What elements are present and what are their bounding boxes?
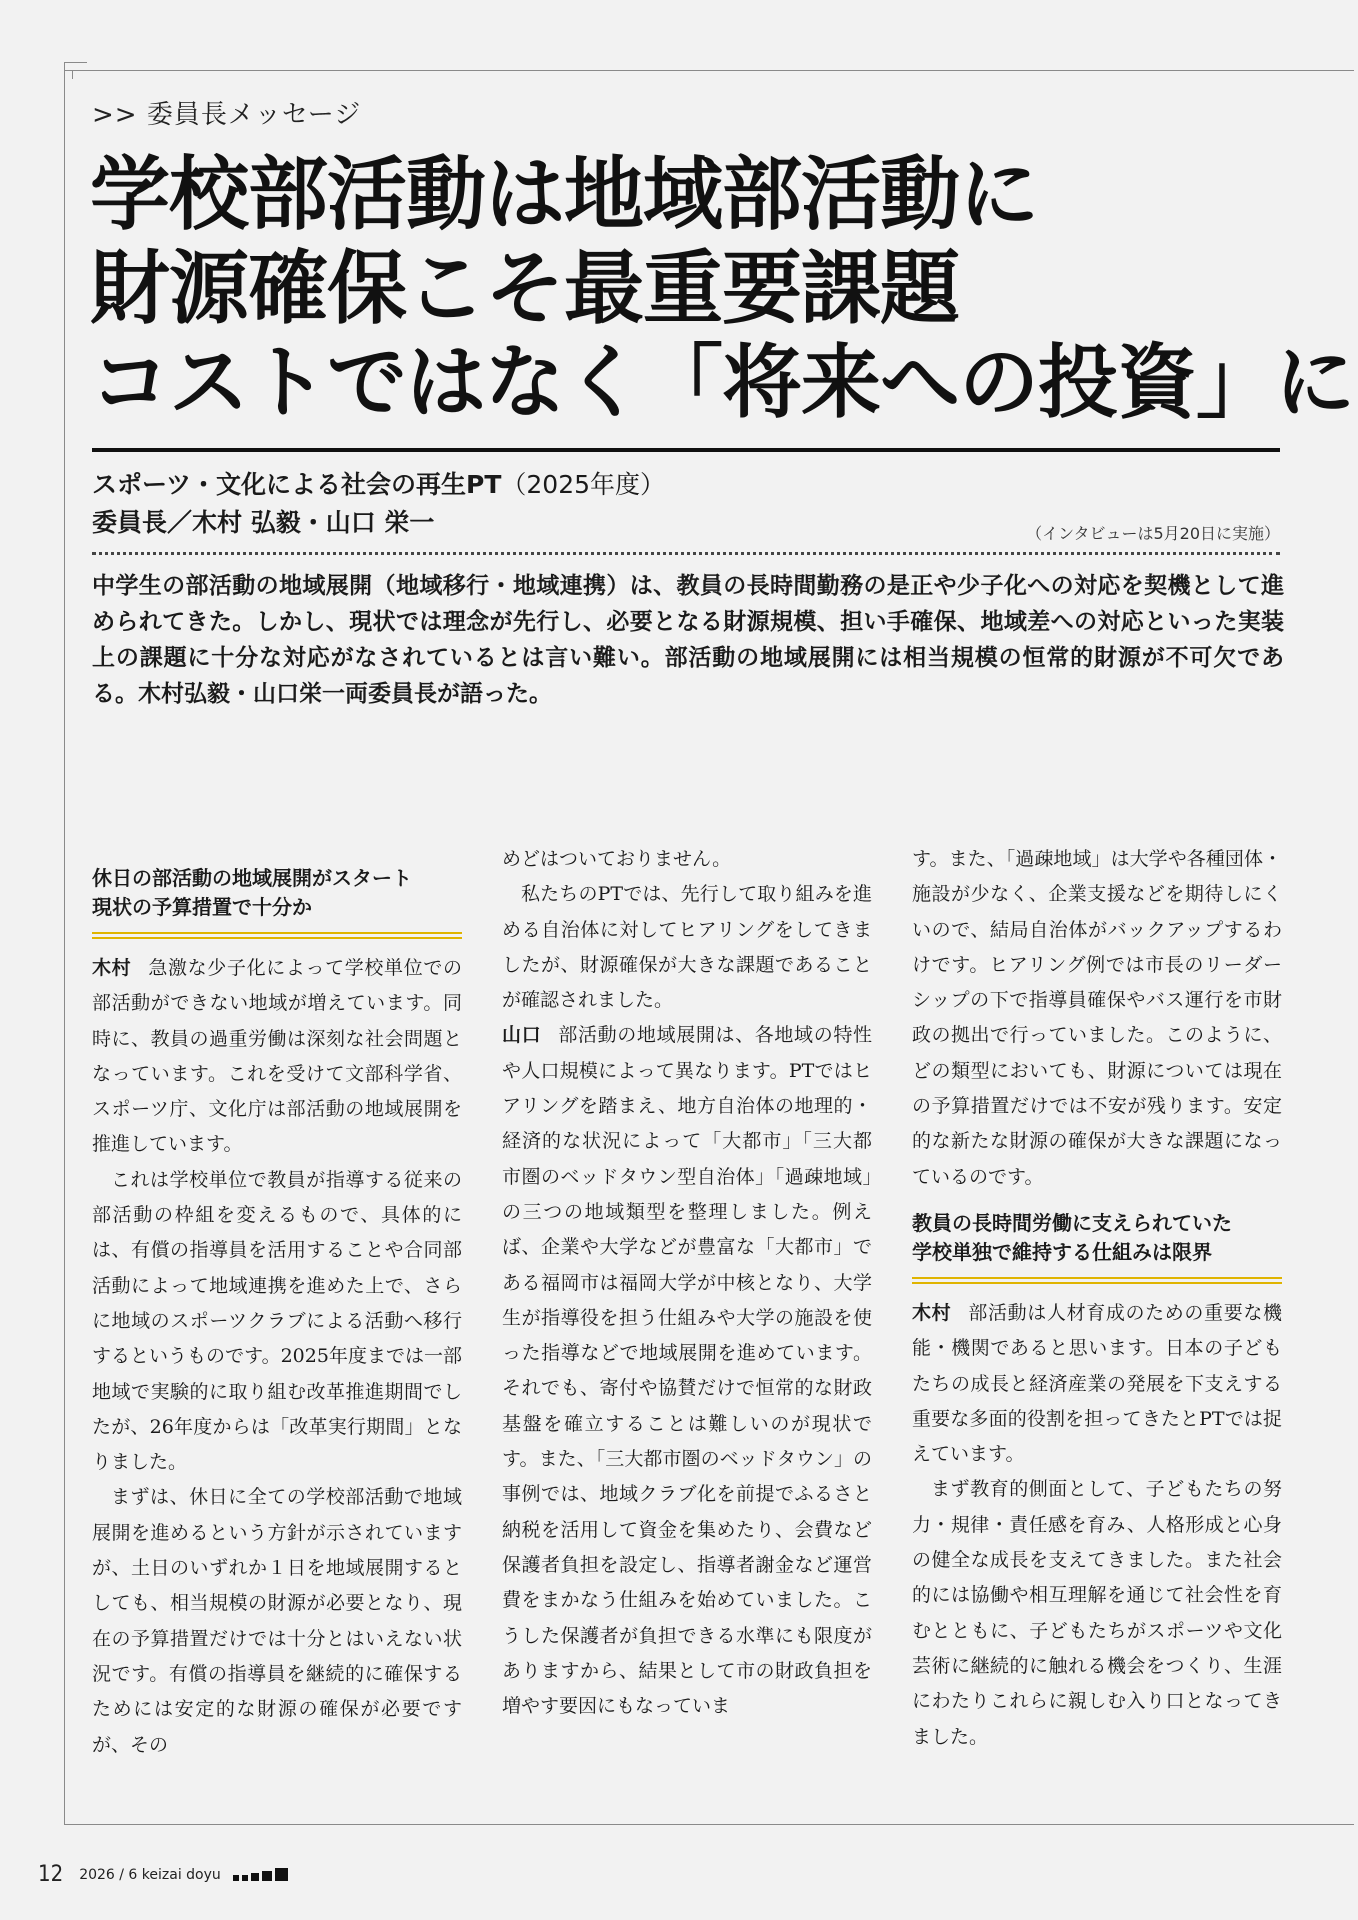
- headline-rule: [92, 448, 1280, 452]
- page-footer: [38, 1862, 288, 1887]
- section-kicker: >> 委員長メッセージ: [92, 100, 362, 130]
- paragraph: [912, 1296, 1282, 1472]
- speaker-kimura: 木村: [912, 1301, 952, 1324]
- footer-squares-decoration: [233, 1868, 288, 1881]
- paragraph-text: 急激な少子化によって学校単位での部活動ができない地域が増えています。同時に、教員の過重労働は深刻な社会問題となっています。これを受けて文部科学省、スポーツ庁、文化庁は部活動の地域展開を推進しています。: [92, 957, 462, 1156]
- paragraph: めどはついておりません。: [502, 848, 732, 870]
- paragraph: 私たちのPTでは、先行して取り組みを進める自治体に対してヒアリングをしてきましたが、財源確保が大きな課題であることが確認されました。: [502, 883, 872, 1012]
- interview-date-note: （インタビューは5月20日に実施）: [1026, 524, 1280, 543]
- headline-line-1: 学校部活動は地域部活動に: [90, 148, 1038, 241]
- speaker-kimura: 木村: [92, 957, 132, 979]
- subheading-1-line-1: 休日の部活動の地域展開がスタート: [92, 866, 412, 890]
- paragraph: す。また、「過疎地域」は大学や各種団体・施設が少なく、企業支援などを期待しにくいので、結局自治体がバックアップするわけです。ヒアリング例では市長のリーダーシップの下で指導員確保やバス運行を市財政の拠出で行っていました。このように、どの類型においても、財源については現在の予算措置だけでは不安が残ります。安定的な新たな財源の確保が大きな課題になっているのです。: [912, 848, 1282, 1188]
- paragraph: これは学校単位で教員が指導する従来の部活動の枠組を変えるもので、具体的には、有償の指導員を活用することや合同部活動によって地域連携を進めた上で、さらに地域のスポーツクラブによる活動へ移行するというものです。2025年度までは一部地域で実験的に取り組む改革推進期間でしたが、26年度からは「改革実行期間」となりました。: [92, 1168, 462, 1474]
- article-column-1: [92, 864, 462, 1763]
- paragraph-text: 部活動は人材育成のための重要な機能・機関であると思います。日本の子どもたちの成長と経済産業の発展を下支えする重要な多面的役割を担ってきたとPTでは捉えています。: [912, 1301, 1282, 1466]
- frame-corner-notch-inner: [72, 70, 81, 79]
- subheading-2-line-2: 学校単独で維持する仕組みは限界: [912, 1239, 1212, 1264]
- paragraph: まずは、休日に全ての学校部活動で地域展開を進めるという方針が示されていますが、土日のいずれか１日を地域展開するとしても、相当規模の財源が必要となり、現在の予算措置だけでは十分とはいえない状況です。有償の指導員を継続的に確保するためには安定的な財源の確保が必要ですが、その: [92, 1486, 462, 1756]
- paragraph: [92, 951, 462, 1163]
- headline-line-2: 財源確保こそ最重要課題: [90, 242, 959, 335]
- chairs-byline: 委員長／木村 弘毅・山口 栄一: [92, 508, 435, 537]
- issue-label: 2026 / 6 keizai doyu: [79, 1866, 221, 1883]
- subheading-2-line-1: 教員の長時間労働に支えられていた: [912, 1210, 1232, 1235]
- subheading-2: [912, 1209, 1282, 1273]
- subheading-1-rule: [92, 932, 462, 939]
- subheading-1: [92, 864, 462, 928]
- speaker-yamaguchi: 山口: [502, 1024, 542, 1047]
- headline: [90, 148, 1354, 430]
- dotted-divider: [92, 552, 1280, 555]
- headline-line-3: コストではなく「将来への投資」に: [90, 336, 1354, 429]
- subheading-2-rule: [912, 1277, 1282, 1284]
- page-number: 12: [38, 1862, 64, 1887]
- subheading-1-line-2: 現状の予算措置で十分か: [92, 895, 312, 919]
- paragraph: まず教育的側面として、子どもたちの努力・規律・責任感を育み、人格形成と心身の健全な成長を支えてきました。また社会的には協働や相互理解を通じて社会性を育むとともに、子どもたちがスポーツや文化芸術に継続的に触れる機会をつくり、生涯にわたりこれらに親しむ入り口となってきました。: [912, 1478, 1282, 1748]
- lead-paragraph: 中学生の部活動の地域展開（地域移行・地域連携）は、教員の長時間勤務の是正や少子化への対応を契機として進められてきた。しかし、現状では理念が先行し、必要となる財源規模、担い手確保、地域差への対応といった実装上の課題に十分な対応がなされているとは言い難い。部活動の地域展開には相当規模の恒常的財源が不可欠である。木村弘毅・山口栄一両委員長が語った。: [92, 573, 1285, 707]
- pt-name: [92, 465, 665, 501]
- paragraph: [502, 1018, 872, 1724]
- article-column-2: [502, 842, 872, 1724]
- paragraph-text: 部活動の地域展開は、各地域の特性や人口規模によって異なります。PTではヒアリングを踏まえ、地方自治体の地理的・経済的な状況によって「大都市」「三大都市圏のベッドタウン型自治体」「過疎地域」の三つの地域類型を整理しました。例えば、企業や大学などが豊富な「大都市」である福岡市は福岡大学が中核となり、大学生が指導役を担う仕組みや大学の施設を使った指導などで地域展開を進めています。それでも、寄付や協賛だけで恒常的な財政基盤を確立することは難しいのが現状です。また、「三大都市圏のベッドタウン」の事例では、地域クラブ化を前提でふるさと納税を活用して資金を集めたり、会費など保護者負担を設定し、指導者謝金など運営費をまかなう仕組みを始めていました。こうした保護者が負担できる水準にも限度がありますから、結果として市の財政負担を増やす要因にもなっていま: [502, 1024, 872, 1718]
- pt-year: （2025年度）: [501, 470, 666, 499]
- article-column-3: [912, 842, 1282, 1755]
- pt-name-text: スポーツ・文化による社会の再生PT: [92, 470, 502, 499]
